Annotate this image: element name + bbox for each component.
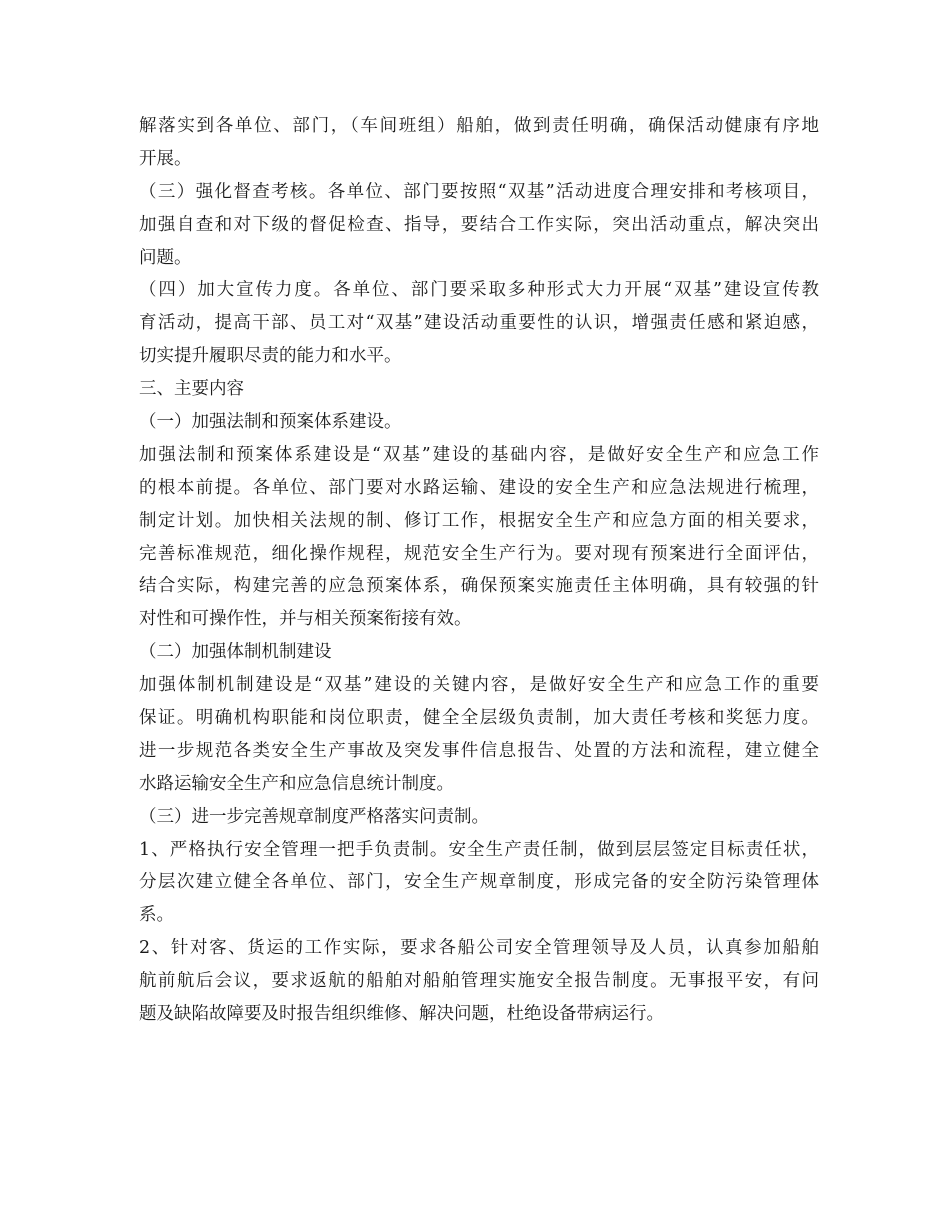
text-line: （四）加大宣传力度。各单位、部门要采取多种形式大力开展“双基”建设宣传教: [139, 280, 819, 301]
text-line: 完善标准规范，细化操作规程，规范安全生产行为。要对现有预案进行全面评估，: [139, 543, 819, 564]
text-line: 保证。明确机构职能和岗位职责，健全全层级负责制，加大责任考核和奖惩力度。: [139, 708, 819, 729]
text-line: 分层次建立健全各单位、部门，安全生产规章制度，形成完备的安全防污染管理体: [139, 872, 819, 893]
text-line: （二）加强体制机制建设: [139, 642, 332, 663]
text-line: 问题。: [139, 247, 192, 268]
text-line: 1、严格执行安全管理一把手负责制。安全生产责任制，做到层层签定目标责任状，: [139, 839, 819, 860]
text-line: 结合实际，构建完善的应急预案体系，确保预案实施责任主体明确，具有较强的针: [139, 576, 819, 597]
text-line: （一）加强法制和预案体系建设。: [139, 412, 402, 433]
text-line: 加强自查和对下级的督促检查、指导，要结合工作实际，突出活动重点，解决突出: [139, 214, 819, 235]
text-line: 加强体制机制建设是“双基”建设的关键内容，是做好安全生产和应急工作的重要: [139, 675, 819, 696]
text-line: 解落实到各单位、部门，（车间班组）船舶，做到责任明确，确保活动健康有序地: [139, 116, 819, 136]
text-line: 三、主要内容: [139, 379, 244, 400]
document-body: [139, 110, 819, 1031]
text-line: 航前航后会议，要求返航的船舶对船舶管理实施安全报告制度。无事报平安，有问: [139, 971, 819, 992]
text-line: 加强法制和预案体系建设是“双基”建设的基础内容，是做好安全生产和应急工作: [139, 444, 819, 465]
text-line: 的根本前提。各单位、部门要对水路运输、建设的安全生产和应急法规进行梳理，: [139, 477, 819, 498]
text-line: 水路运输安全生产和应急信息统计制度。: [139, 773, 454, 794]
text-line: 题及缺陷故障要及时报告组织维修、解决问题，杜绝设备带病运行。: [139, 1004, 664, 1025]
text-line: 进一步规范各类安全生产事故及突发事件信息报告、处置的方法和流程，建立健全: [139, 740, 819, 761]
text-line: 切实提升履职尽责的能力和水平。: [139, 346, 402, 367]
text-line: （三）进一步完善规章制度严格落实问责制。: [139, 806, 489, 827]
text-line: （三）强化督查考核。各单位、部门要按照“双基”活动进度合理安排和考核项目，: [139, 181, 819, 202]
text-line: 制定计划。加快相关法规的制、修订工作，根据安全生产和应急方面的相关要求，: [139, 510, 819, 531]
text-line: 对性和可操作性，并与相关预案衔接有效。: [139, 609, 472, 630]
text-line: 育活动，提高干部、员工对“双基”建设活动重要性的认识，增强责任感和紧迫感，: [139, 313, 819, 334]
text-line: 系。: [139, 905, 174, 926]
text-line: 2、针对客、货运的工作实际，要求各船公司安全管理领导及人员，认真参加船舶: [139, 938, 819, 959]
text-line: 开展。: [139, 148, 192, 169]
